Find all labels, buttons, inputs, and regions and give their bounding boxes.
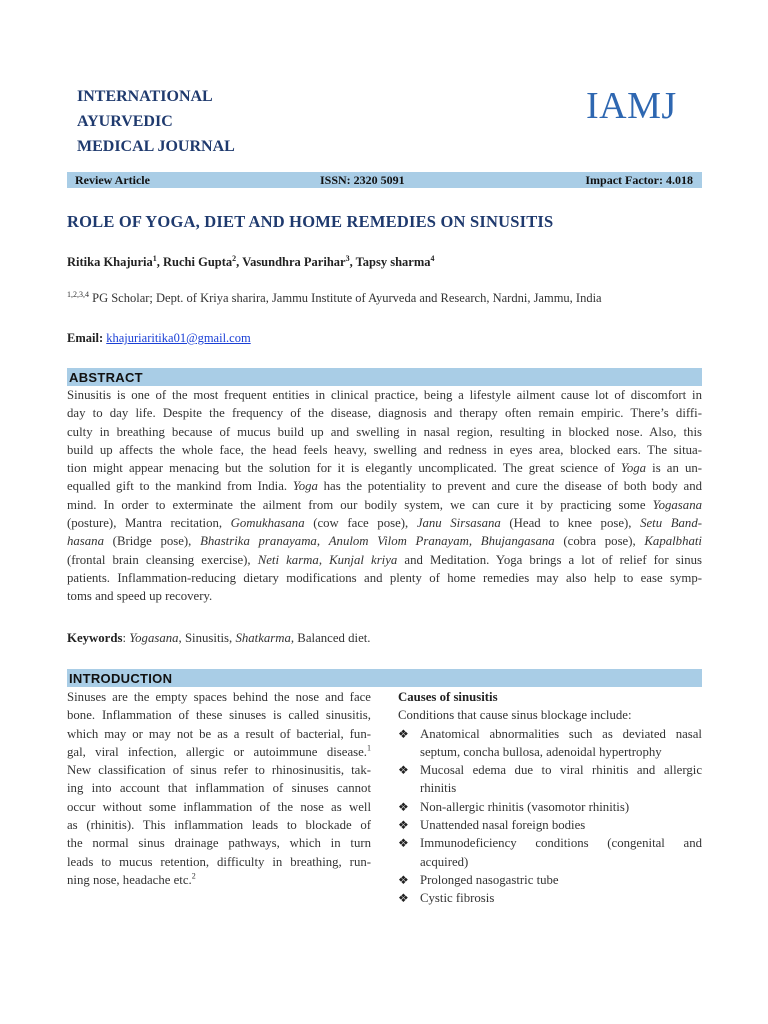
italic-term: Setu Band- (640, 516, 702, 531)
journal-name-line: INTERNATIONAL (77, 88, 213, 105)
list-item-text: Immunodeficiency conditions (congenital and (420, 836, 702, 851)
text-line: equalled gift to the mankind from India. Yoga has the potentiality to prevent and cure the disease of both body and (67, 479, 703, 494)
italic-term: Gomukhasana (230, 516, 305, 531)
italic-term: Kapalbhati (644, 534, 702, 549)
diamond-bullet-icon: ❖ (398, 763, 409, 778)
text-line: day to day life. Despite the frequency of the disease, diagnosis and therapy often remain empiric. There’s diffi- (67, 406, 702, 421)
text-line: ning nose, headache etc.$^2$ (67, 871, 196, 887)
issn: ISSN: 2320 5091 (320, 173, 405, 187)
list-item (398, 761, 702, 798)
author-affiliation-marker: 3 (345, 253, 350, 263)
causes-heading: Causes of sinusitis (398, 690, 498, 704)
email-link[interactable]: khajuriaritika01@gmail.com (106, 331, 251, 345)
affiliation-marker: 1,2,3,4 (67, 289, 89, 299)
text-line: the normal sinus drainage pathways, which in turn (67, 836, 371, 851)
list-item-text: Cystic fibrosis (420, 891, 495, 906)
list-item-text: Unattended nasal foreign bodies (420, 818, 586, 833)
text-line: gal, viral infection, allergic or autoimmune disease.$^1$ (67, 743, 371, 759)
italic-term: Yoga (620, 461, 647, 476)
text-line: ing into account that inflammation of sinuses cannot (67, 781, 371, 796)
email-label: Email: (67, 331, 104, 345)
italic-term: Yoga (292, 479, 318, 494)
keywords-line (67, 631, 707, 646)
list-item (398, 798, 702, 816)
list-item (398, 725, 702, 762)
author-name: Ritika Khajuria (67, 255, 153, 269)
list-item-text: rhinitis (420, 781, 457, 796)
text-line: (posture), Mantra recitation, Gomukhasana (cow face pose), Janu Sirsasana (Head to knee pose), Setu Band- (67, 516, 702, 531)
italic-term: Bhastrika pranayama (200, 534, 317, 549)
citation-marker: 1 (367, 743, 371, 753)
list-item-text: acquired) (420, 854, 469, 869)
diamond-bullet-icon: ❖ (398, 836, 409, 851)
author-list: Ritika Khajuria$^1$, Ruchi Gupta$^2$, Vasundhra Parihar$^3$, Tapsy sharma$^4$ (67, 253, 435, 269)
italic-term: Neti karma (257, 552, 319, 567)
italic-term: Yogasana (652, 497, 702, 512)
causes-list (398, 725, 702, 908)
text-line: hasana (Bridge pose), Bhastrika pranayama, Anulom Vilom Pranayam, Bhujangasana (cobra pose), Kapalbhati (67, 534, 702, 549)
affiliation (67, 291, 707, 306)
keywords-text: : Yogasana, Sinusitis, Shatkarma, Balanced diet. (122, 631, 371, 645)
italic-term: Anulom Vilom Pranayam, Bhujangasana (328, 534, 555, 549)
list-item (398, 871, 702, 889)
diamond-bullet-icon: ❖ (398, 726, 409, 741)
list-item (398, 816, 702, 834)
text-line: mind. In order to exterminate the ailment from our bodily system, we can cure it by practicing some Yogasana (67, 497, 702, 512)
article-title: ROLE OF YOGA, DIET AND HOME REMEDIES ON SINUSITIS (67, 212, 554, 231)
causes-section (398, 688, 702, 908)
text-line: occur without some inflammation of the nose as well (67, 799, 371, 814)
journal-name (77, 84, 337, 159)
text-line: patients. Inflammation-reducing dietary modifications and plenty of home remedies may also help to ease symp- (67, 570, 702, 585)
italic-term: Kunjal kriya (329, 552, 398, 567)
author-affiliation-marker: 1 (152, 253, 157, 263)
article-type: Review Article (75, 173, 150, 187)
diamond-bullet-icon: ❖ (398, 818, 409, 833)
impact-factor: Impact Factor: 4.018 (585, 173, 693, 187)
list-item-text: Prolonged nasogastric tube (420, 872, 559, 887)
abstract-body (67, 386, 702, 606)
text-line: Sinusitis is one of the most frequent entities in clinical practice, being a lifestyle ailment cause lot of discomfort in (67, 388, 702, 402)
text-line: New classification of sinus refer to rhinosinusitis, tak- (67, 763, 371, 778)
introduction-heading: INTRODUCTION (69, 671, 173, 686)
journal-logo: IAMJ (586, 85, 677, 127)
text-line: build up affects the whole face, the head feels heavy, swelling and redness in eyes area, blocked ears. The situa- (67, 442, 702, 457)
abstract-heading: ABSTRACT (69, 370, 143, 385)
text-line: leads to mucus retention, difficulty in breathing, run- (67, 854, 371, 869)
author-name: Tapsy sharma (355, 255, 431, 269)
text-line: as (rhinitis). This inflammation leads to blockade of (67, 818, 371, 833)
abstract-heading-bar (67, 368, 702, 386)
author-name: Vasundhra Parihar (242, 255, 346, 269)
list-item (398, 834, 702, 871)
text-line: bone. Inflammation of these sinuses is called sinusitis, (67, 708, 371, 723)
text-line: (frontal brain cleansing exercise), Neti karma, Kunjal kriya and Meditation. Yoga brings a lot of relief for sinus (67, 552, 702, 567)
author-affiliation-marker: 2 (232, 253, 237, 263)
list-item-text: Anatomical abnormalities such as deviated nasal (420, 726, 702, 741)
italic-term: Yogasana (129, 631, 179, 645)
diamond-bullet-icon: ❖ (398, 872, 409, 887)
list-item-text: Mucosal edema due to viral rhinitis and allergic (420, 763, 702, 778)
list-item-text: septum, concha bullosa, adenoidal hypertrophy (420, 744, 662, 759)
italic-term: Janu Sirsasana (416, 516, 501, 531)
author-name: Ruchi Gupta (163, 255, 233, 269)
text-line: tion might appear menacing but the solution for it is elegantly uncomplicated. The great science of Yoga is an un- (67, 461, 703, 476)
keywords-label: Keywords (67, 631, 123, 645)
journal-name-line: MEDICAL JOURNAL (77, 138, 235, 155)
list-item (398, 889, 702, 907)
author-affiliation-marker: 4 (430, 253, 435, 263)
text-line: which may or may not be as a result of bacterial, fun- (67, 726, 371, 741)
text-line: Sinuses are the empty spaces behind the nose and face (67, 690, 371, 704)
introduction-body (67, 688, 371, 889)
text-line: culty in breathing because of mucus build up and swelling in nasal region, resulting in blocked nose. Also, this (67, 424, 702, 439)
diamond-bullet-icon: ❖ (398, 799, 409, 814)
email-line (67, 331, 707, 346)
text-line: toms and speed up recovery. (67, 589, 213, 604)
diamond-bullet-icon: ❖ (398, 891, 409, 906)
introduction-heading-bar (67, 669, 702, 687)
list-item-text: Non-allergic rhinitis (vasomotor rhinitis) (420, 799, 630, 814)
italic-term: hasana (67, 534, 104, 549)
italic-term: Shatkarma, (235, 631, 295, 645)
citation-marker: 2 (191, 871, 196, 881)
affiliation-text: PG Scholar; Dept. of Kriya sharira, Jammu Institute of Ayurveda and Research, Nardni, Jammu, India (89, 291, 602, 305)
causes-intro: Conditions that cause sinus blockage include: (398, 708, 632, 723)
journal-name-line: AYURVEDIC (77, 113, 173, 130)
article-info-bar (67, 172, 702, 188)
